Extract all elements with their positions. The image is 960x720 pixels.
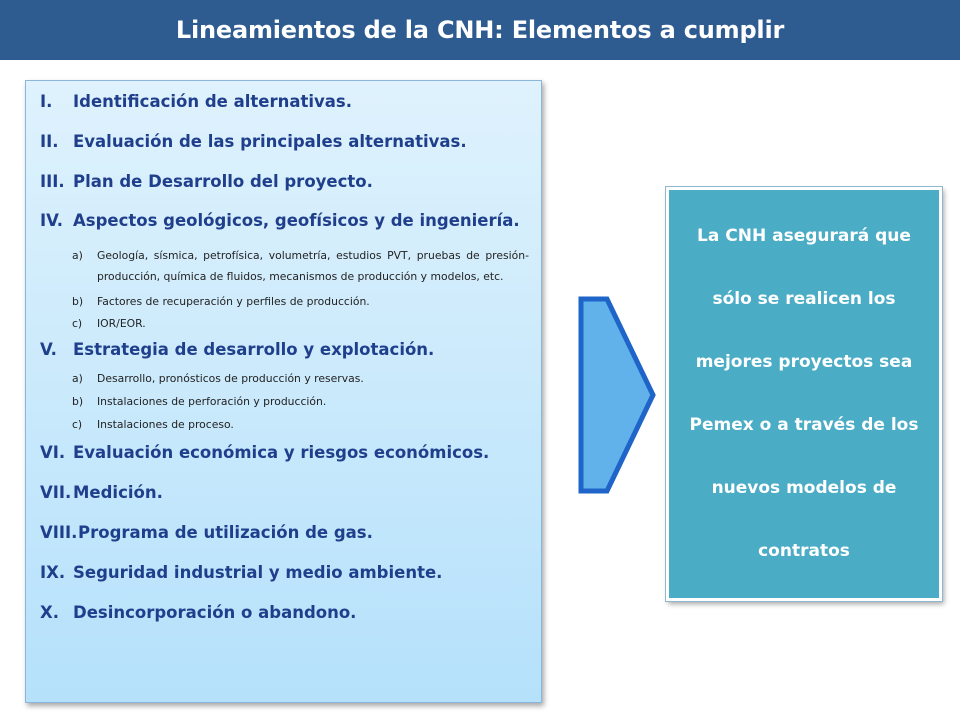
- item-text: Plan de Desarrollo del proyecto.: [73, 172, 373, 191]
- item-number: V.: [40, 340, 57, 359]
- item-text: Aspectos geológicos, geofísicos y de ingeniería.: [73, 211, 520, 230]
- list-item: [40, 442, 529, 464]
- item-text: Seguridad industrial y medio ambiente.: [73, 563, 443, 582]
- callout-text: La CNH asegurará que sólo se realicen los mejores proyectos sea Pemex o a través de los nuevos modelos de contratos: [689, 226, 919, 561]
- item-number: VIII.: [40, 523, 78, 542]
- item-number: IX.: [40, 563, 66, 582]
- sub-item: [40, 371, 529, 386]
- sub-item: [40, 245, 529, 287]
- sub-item-number: b): [72, 295, 84, 308]
- sub-item: [40, 294, 529, 309]
- sub-item-number: c): [72, 317, 83, 330]
- callout-box: [666, 187, 942, 601]
- list-item: [40, 522, 529, 544]
- list-item: [40, 131, 529, 153]
- requirements-list: [25, 80, 542, 703]
- list-item: [40, 482, 529, 504]
- item-number: II.: [40, 132, 59, 151]
- item-text: Evaluación económica y riesgos económicos.: [73, 443, 490, 462]
- list-item: [40, 602, 529, 624]
- sub-item-text: Instalaciones de perforación y producción.: [97, 395, 327, 408]
- item-text: Estrategia de desarrollo y explotación.: [73, 340, 435, 359]
- item-number: III.: [40, 172, 65, 191]
- list-item: [40, 171, 529, 193]
- sub-item-text: Factores de recuperación y perfiles de producción.: [97, 295, 370, 308]
- item-text: Identificación de alternativas.: [73, 92, 352, 111]
- sub-item-number: a): [72, 372, 83, 385]
- sub-item-text: Instalaciones de proceso.: [97, 418, 234, 431]
- item-number: X.: [40, 603, 59, 622]
- sub-item-text: IOR/EOR.: [97, 317, 146, 330]
- item-number: VII.: [40, 483, 72, 502]
- sub-item-text: Geología, sísmica, petrofísica, volumetría, estudios PVT, pruebas de presión-producción, química de fluidos, mecanismos de producción y modelos, etc.: [97, 249, 529, 283]
- right-arrow-icon: [578, 296, 656, 494]
- item-text: Evaluación de las principales alternativas.: [73, 132, 467, 151]
- sub-item-text: Desarrollo, pronósticos de producción y reservas.: [97, 372, 364, 385]
- item-text: Programa de utilización de gas.: [78, 523, 373, 542]
- sub-item-number: a): [72, 249, 83, 262]
- list-item: [40, 91, 529, 113]
- page-title: Lineamientos de la CNH: Elementos a cumplir: [175, 16, 785, 44]
- sub-item: [40, 417, 529, 432]
- title-bar: [0, 0, 960, 60]
- list-item: [40, 209, 529, 233]
- item-text: Medición.: [73, 483, 163, 502]
- sub-item-number: c): [72, 418, 83, 431]
- item-number: I.: [40, 92, 53, 111]
- sub-item: [40, 394, 529, 409]
- list-item: [40, 339, 529, 361]
- list-item: [40, 562, 529, 584]
- item-number: VI.: [40, 443, 66, 462]
- item-number: IV.: [40, 211, 64, 230]
- sub-item: [40, 316, 529, 331]
- item-text: Desincorporación o abandono.: [73, 603, 357, 622]
- sub-item-number: b): [72, 395, 84, 408]
